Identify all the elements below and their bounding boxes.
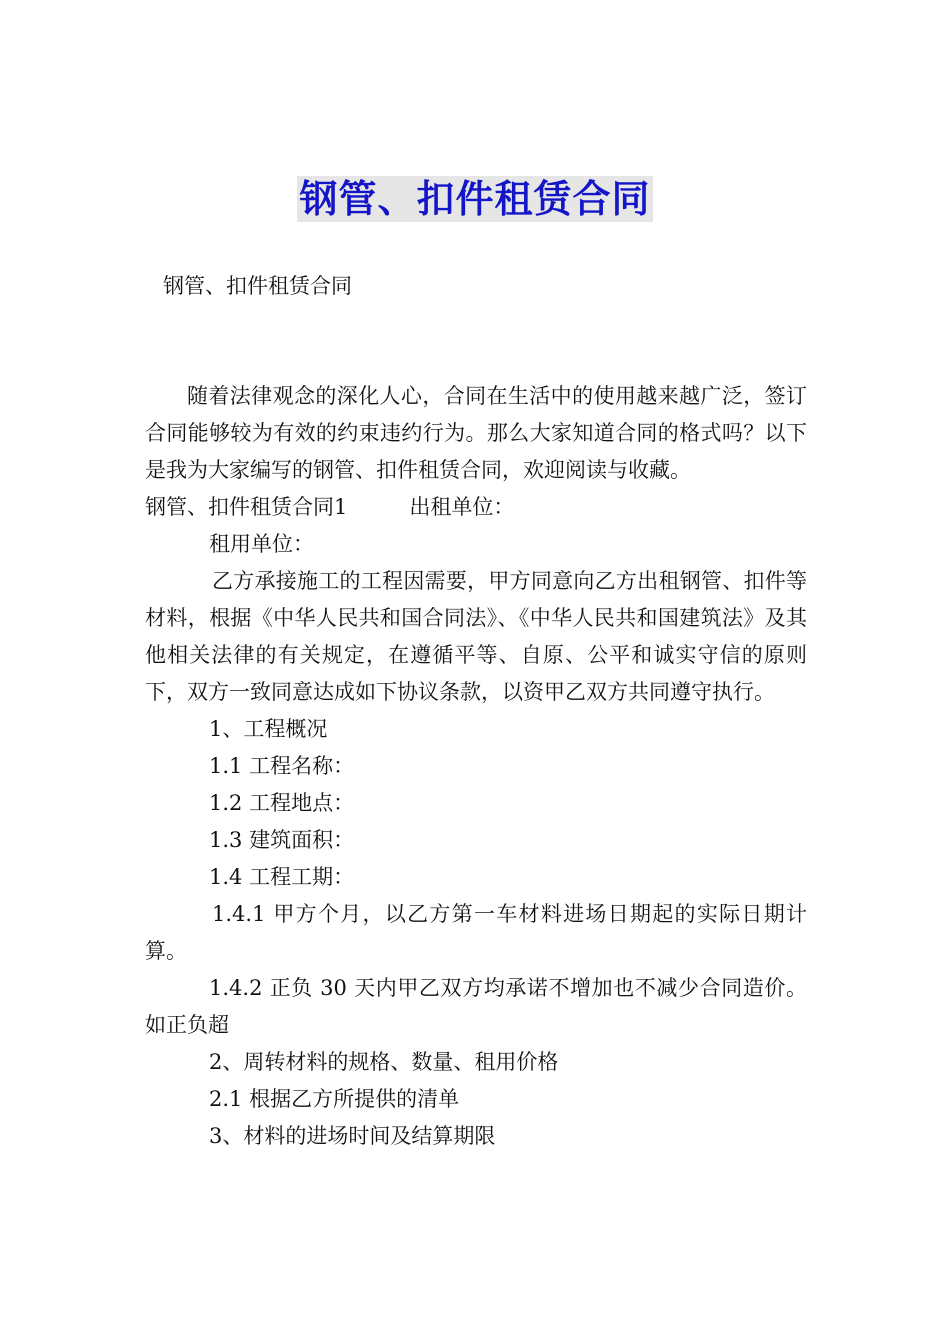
clause-1-2: 1.2 工程地点： [209, 791, 355, 815]
document-body [145, 378, 807, 1155]
document-title: 钢管、扣件租赁合同 [299, 177, 651, 221]
clause-2-heading: 2、周转材料的规格、数量、租用价格 [209, 1050, 559, 1074]
document-subtitle: 钢管、扣件租赁合同 [163, 274, 352, 298]
intro-paragraph [145, 378, 807, 526]
lessor-label: 出租单位： [409, 495, 515, 519]
clause-1-4-1: 1.4.1 甲方个月，以乙方第一车材料进场日期起的实际日期计算。 [145, 902, 807, 963]
clause-1-4-2: 1.4.2 正负 30 天内甲乙双方均承诺不增加也不减少合同造价。如正负超 [145, 976, 807, 1037]
preamble-paragraph: 乙方承接施工的工程因需要，甲方同意向乙方出租钢管、扣件等材料，根据《中华人民共和国合同法》、《中华人民共和国建筑法》及其他相关法律的有关规定，在遵循平等、自原、公平和诚实守信的原则下，双方一致同意达成如下协议条款，以资甲乙双方共同遵守执行。 [145, 569, 807, 704]
clause-1-4: 1.4 工程工期： [209, 865, 355, 889]
lessee-line: 租用单位： [209, 532, 314, 556]
title-container [0, 176, 950, 222]
contract-heading: 钢管、扣件租赁合同1 [145, 495, 348, 519]
clause-3-heading: 3、材料的进场时间及结算期限 [209, 1124, 496, 1148]
clause-2-1: 2.1 根据乙方所提供的清单 [209, 1087, 460, 1111]
clause-1-1: 1.1 工程名称： [209, 754, 355, 778]
clause-1-heading: 1、工程概况 [209, 717, 328, 741]
intro-text: 随着法律观念的深化人心，合同在生活中的使用越来越广泛，签订合同能够较为有效的约束违约行为。那么大家知道合同的格式吗？以下是我为大家编写的钢管、扣件租赁合同，欢迎阅读与收藏。 [145, 384, 807, 482]
clause-1-3: 1.3 建筑面积： [209, 828, 355, 852]
